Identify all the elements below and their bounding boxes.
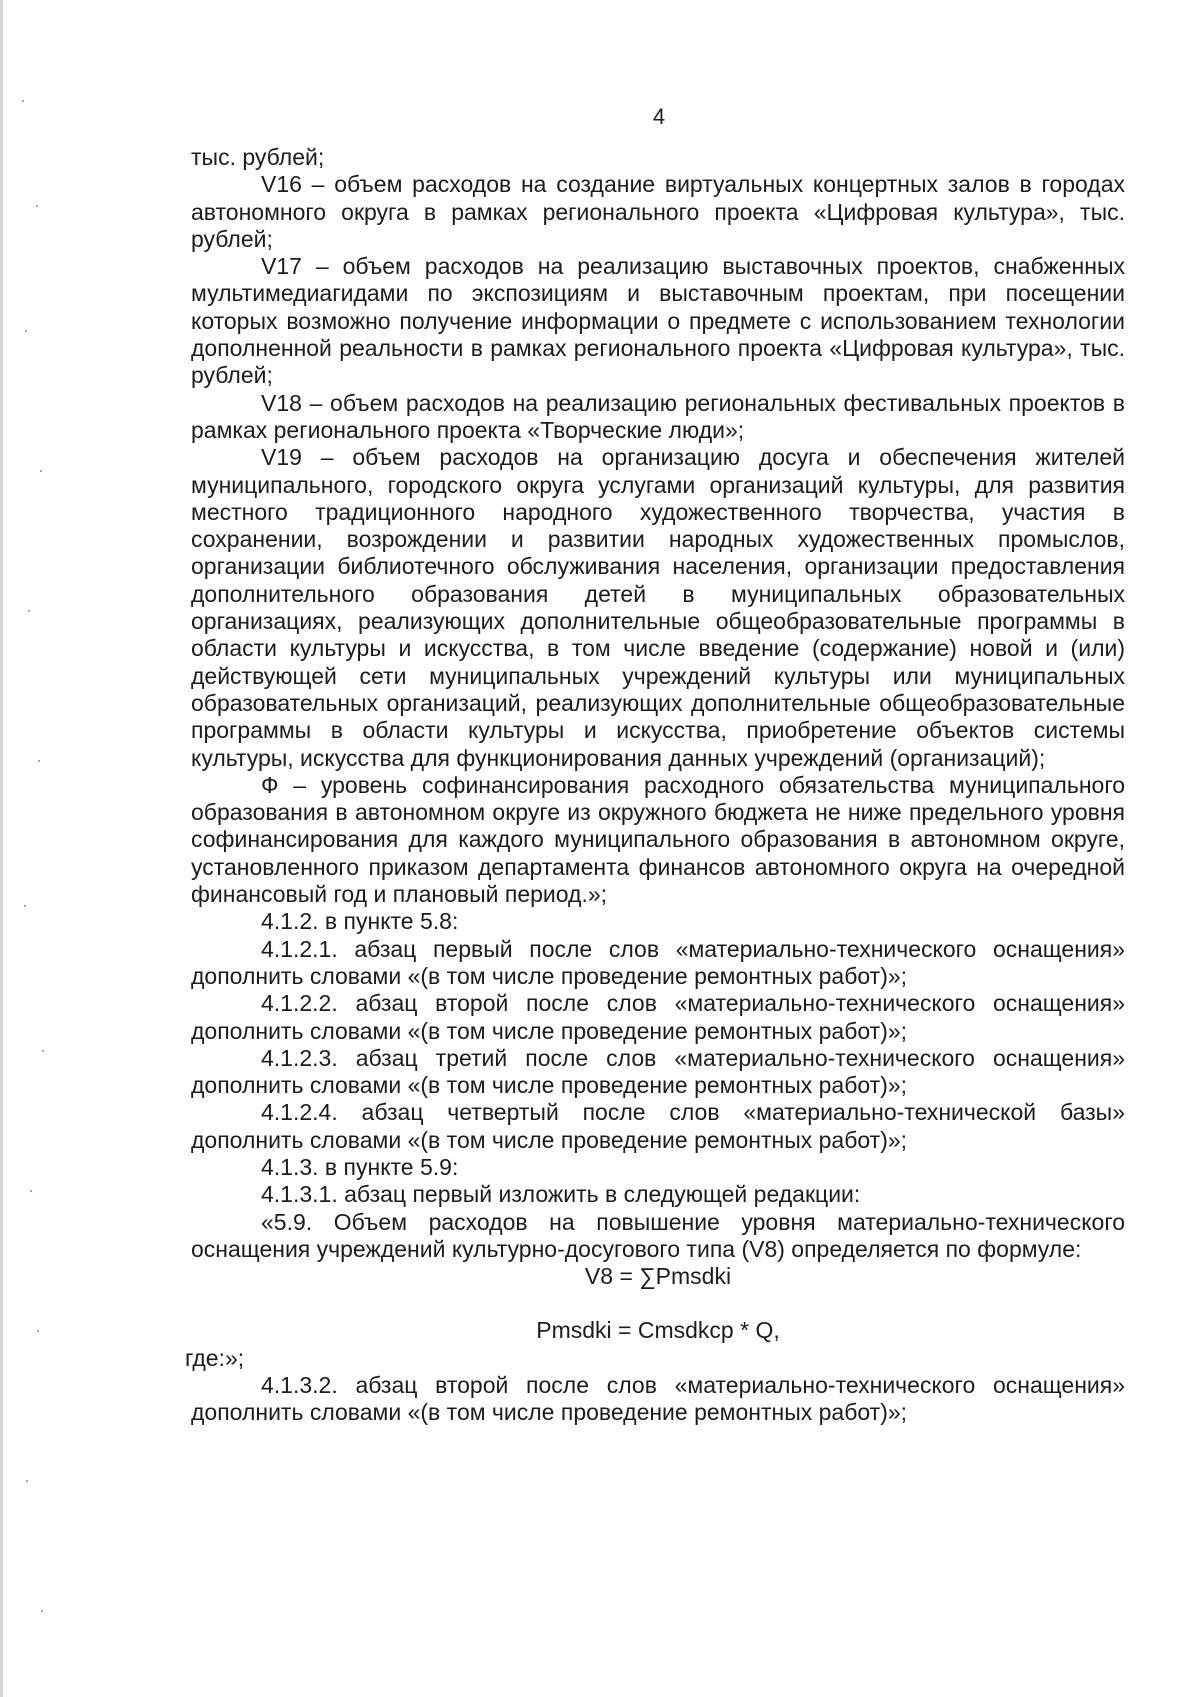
page-number: 4 <box>652 104 666 129</box>
scan-speck <box>26 1480 28 1482</box>
document-body <box>185 144 1125 1427</box>
paragraph-5-9-quote: «5.9. Объем расходов на повышение уровня материально-технического оснащения учреждений культурно-досугового типа (V8) определяется по формуле: <box>191 1208 1125 1262</box>
paragraph-v16: V16 – объем расходов на создание виртуальных концертных залов в городах автономного округа в рамках регионального проекта «Цифровая культура», тыс. рублей; <box>191 171 1125 252</box>
paragraph-4-1-3-1: 4.1.3.1. абзац первый изложить в следующей редакции: <box>261 1181 861 1208</box>
formula-v8: V8 = ∑Pmsdki <box>584 1263 732 1290</box>
paragraph-v19: V19 – объем расходов на организацию досуга и обеспечения жителей муниципального, городского округа услугами организаций культуры, для развития местного традиционного народного художественного творчества, участия в сохранении, возрождении и развитии народных художественных промыслов, организации библиотечного обслуживания населения, организации предоставления дополнительного образования детей в муниципальных образовательных организациях, реализующих дополнительные общеобразовательные программы в области культуры и искусства, в том числе введение (содержание) новой и (или) действующей сети муниципальных учреждений культуры или муниципальных образовательных организаций, реализующих дополнительные общеобразовательные программы в области культуры и искусства, приобретение объектов системы культуры, искусства для функционирования данных учреждений (организаций); <box>191 444 1125 771</box>
scan-speck <box>41 1610 43 1612</box>
paragraph-4-1-2-2: 4.1.2.2. абзац второй после слов «материально-технического оснащения» дополнить словами «(в том числе проведение ремонтных работ)»; <box>191 990 1125 1044</box>
paragraph-4-1-3: 4.1.3. в пункте 5.9: <box>261 1153 459 1180</box>
paragraph-4-1-3-2: 4.1.3.2. абзац второй после слов «материально-технического оснащения» дополнить словами «(в том числе проведение ремонтных работ)»; <box>191 1372 1125 1426</box>
scan-speck <box>37 1330 39 1332</box>
scan-speck <box>30 1190 32 1192</box>
formula-pmsdki: Pmsdki = Cmsdkcp * Q, <box>536 1317 780 1344</box>
paragraph-4-1-2: 4.1.2. в пункте 5.8: <box>261 908 459 935</box>
paragraph-4-1-2-1: 4.1.2.1. абзац первый после слов «материально-технического оснащения» дополнить словами «(в том числе проведение ремонтных работ)»; <box>191 935 1125 989</box>
paragraph-4-1-2-4: 4.1.2.4. абзац четвертый после слов «материально-технической базы» дополнить словами «(в том числе проведение ремонтных работ)»; <box>191 1099 1125 1153</box>
paragraph-v17: V17 – объем расходов на реализацию выставочных проектов, снабженных мультимедиагидами по экспозициям и выставочным проектам, при посещении которых возможно получение информации о предмете с использованием технологии дополненной реальности в рамках регионального проекта «Цифровая культура», тыс. рублей; <box>191 253 1125 389</box>
scan-speck <box>38 760 40 762</box>
formula-where: где:»; <box>185 1344 245 1371</box>
scan-speck <box>28 610 30 612</box>
scan-speck <box>25 330 27 332</box>
scan-speck <box>22 100 24 102</box>
paragraph-4-1-2-3: 4.1.2.3. абзац третий после слов «материально-технического оснащения» дополнить словами «(в том числе проведение ремонтных работ)»; <box>191 1044 1125 1099</box>
scan-left-edge <box>0 0 3 1697</box>
paragraph-continuation: тыс. рублей; <box>191 144 325 170</box>
scan-speck <box>36 205 38 207</box>
scan-speck <box>42 1050 44 1052</box>
paragraph-v18: V18 – объем расходов на реализацию региональных фестивальных проектов в рамках регионального проекта «Творческие люди»; <box>191 389 1125 443</box>
scan-speck <box>40 470 42 472</box>
paragraph-f: Ф – уровень софинансирования расходного обязательства муниципального образования в автономном округе из окружного бюджета не ниже предельного уровня софинансирования для каждого муниципального образования в автономном округе, установленного приказом департамента финансов автономного округа на очередной финансовый год и плановый период.»; <box>191 771 1125 908</box>
scan-speck <box>24 905 26 907</box>
